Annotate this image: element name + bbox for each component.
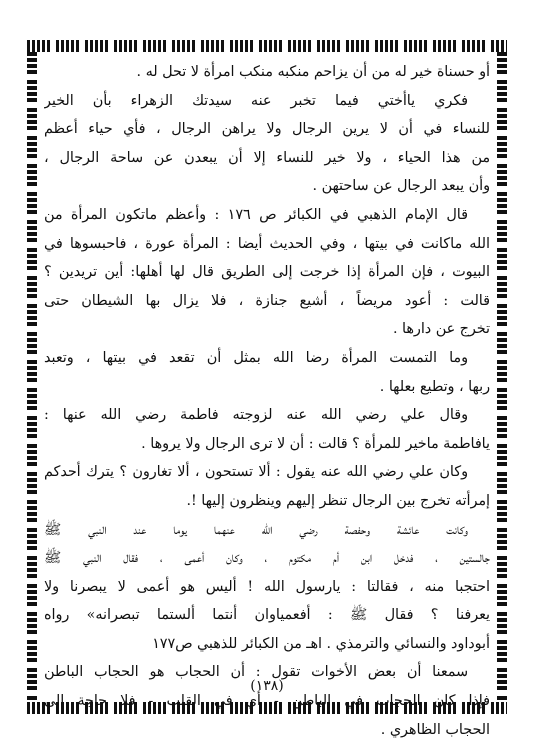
decorative-border-left (27, 52, 37, 702)
text-line: وما التمست المرأة رضا الله بمثل أن تقعد في بيتها ، وتعبد (44, 349, 468, 366)
text-line: البيوت ، فإن المرأة إذا خرجت إلى الطريق قال لها أهلها: أين تريدين ؟ (44, 264, 490, 281)
text-line: إمرأته تخرج بين الرجال تنظر إليهم وينظرون إليها !. (186, 492, 490, 509)
text-line: للنساء في أن لا يرين الرجال ولا يراهن الرجال ، فأي حياء أعظم (44, 121, 490, 138)
text-line: وكان علي رضي الله عنه يقول : ألا تستحون ، ألا تغارون ؟ يترك أحدكم (44, 464, 468, 481)
text-line: يعرفنا ؟ فقال ﷺ : أفعمياوان أنتما ألستما تبصرانه» رواه (44, 607, 490, 624)
text-line: فإذا كان الحجاب في الباطن - أي في القلب - فلا حاجة إلى (44, 693, 490, 710)
decorative-border-top (27, 40, 507, 52)
text-line: قالت : أعود مريضاً ، أشيع جنازة ، فلا يزال بها الشيطان حتى (44, 292, 490, 309)
text-line: فكري ياأختي فيما تخبر عنه سيدتك الزهراء بأن الخير (44, 92, 468, 109)
text-line: من هذا الحياء ، ولا خير للنساء إلا أن يبعدن عن ساحة الرجال ، (44, 149, 490, 166)
text-line: وأن يبعد الرجال عن ساحتهن . (312, 178, 490, 195)
page-number: (١٣٨) (250, 678, 284, 694)
text-line: يافاطمة ماخير للمرأة ؟ قالت : أن لا ترى الرجال ولا يروها . (141, 435, 490, 452)
text-line: سمعنا أن بعض الأخوات تقول : أن الحجاب هو الحجاب الباطن (44, 664, 468, 681)
text-line: أبوداود والنسائي والترمذي . اهـ من الكبائر للذهبي ص١٧٧ (152, 635, 490, 652)
text-line: وقال علي رضي الله عنه لزوجته فاطمة رضي الله عنها : (44, 407, 468, 424)
decorative-border-right (497, 52, 507, 702)
text-line: جالستين ، فدخل ابن أم مكتوم ، وكان أعمى ، فقال النبي ﷺ (44, 550, 490, 567)
text-line: أو حسناة خير له من أن يزاحم منكبه منكب امرأة لا تحل له . (136, 64, 490, 80)
text-line: تخرج عن دارها . (392, 321, 490, 338)
text-line: الله ماكانت في بيتها ، وفي الحديث أيضا : المرأة عورة ، فاحبسوها في (44, 235, 490, 252)
text-line: قال الإمام الذهبي في الكبائر ص ١٧٦ : وأعظم ماتكون المرأة من (44, 206, 468, 223)
text-line: الحجاب الظاهري . (380, 721, 490, 738)
text-line: ربها ، وتطيع بعلها . (379, 378, 490, 395)
text-line: وكانت عائشة وحفصة رضي الله عنهما يوما عند النبي ﷺ (44, 521, 468, 538)
text-line: احتجبا منه ، فقالتا : يارسول الله ! أليس هو أعمى لا يبصرنا ولا (44, 578, 490, 595)
